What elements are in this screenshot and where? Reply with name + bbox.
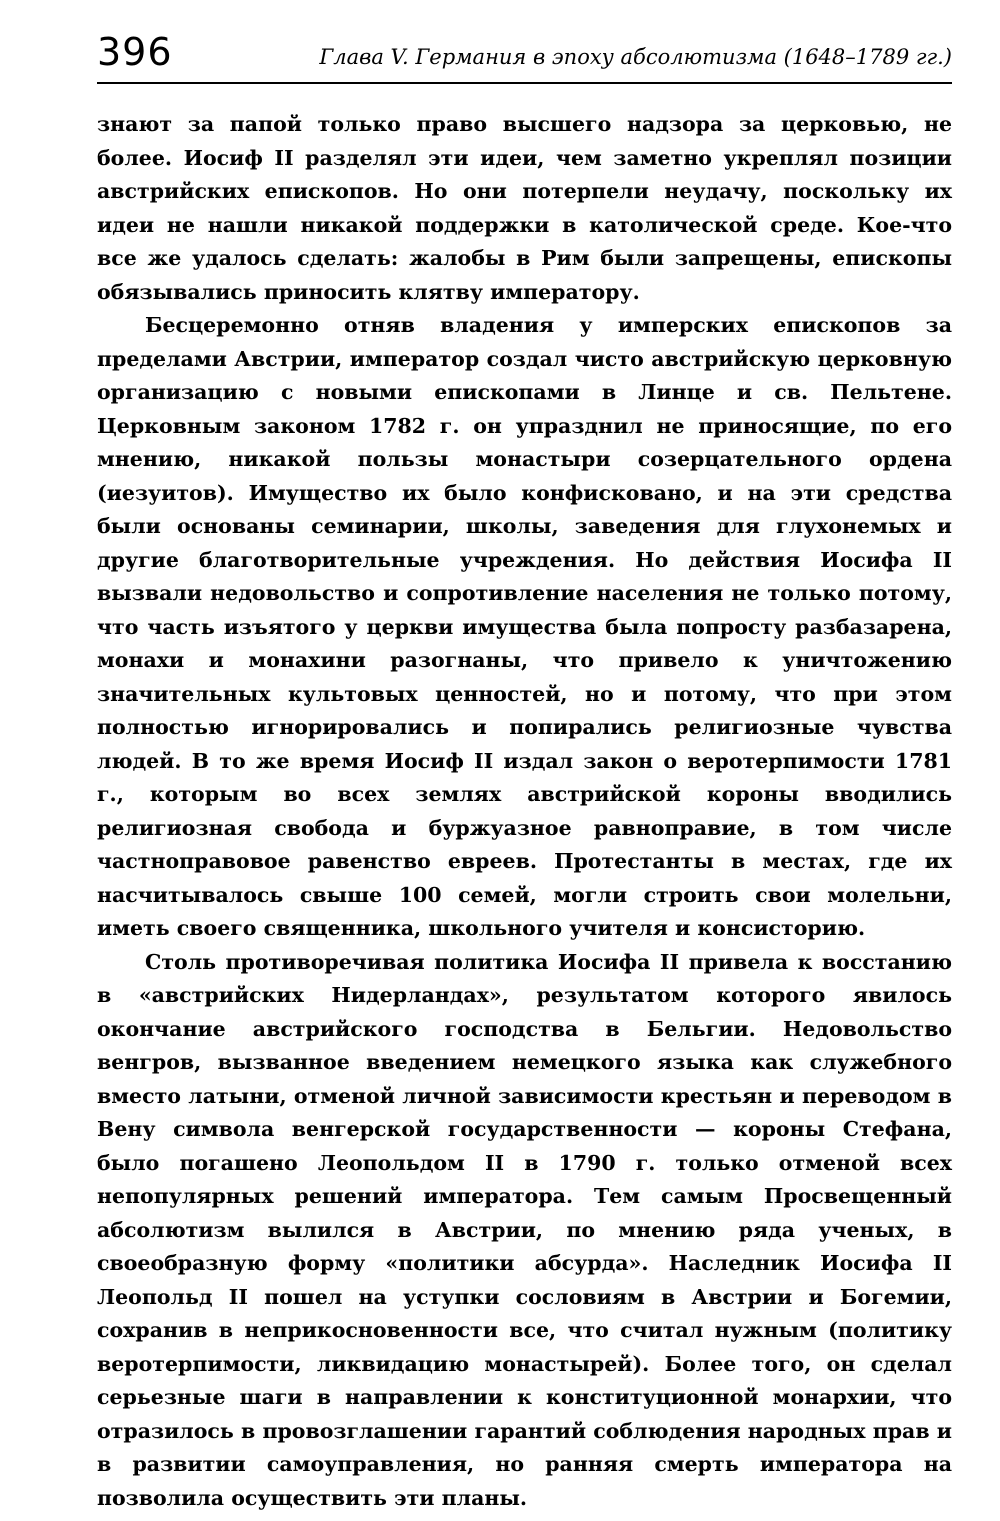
page-number: 396: [97, 30, 173, 74]
paragraph: Столь противоречивая политика Иосифа II привела к восстанию в «австрийских Нидерландах», результатом которого явилось окончание австрийского господства в Бельгии. Недовольство венгров, вызванное введением немецкого языка как служебного вместо латыни, отменой личной зависимости крестьян и переводом в Вену символа венгерской государственности — короны Стефана, было погашено Леопольдом II в 1790 г. только отменой всех непопулярных решений императора. Тем самым Просвещенный абсолютизм вылился в Австрии, по мнению ряда ученых, в своеобразную форму «политики абсурда». Наследник Иосифа II Леопольд II пошел на уступки сословиям в Австрии и Богемии, сохранив в неприкосновенности все, что считал нужным (политику веротерпимости, ликвидацию монастырей). Более того, он сделал серьезные шаги в направлении к конституционной монархии, что отразилось в провозглашении гарантий соблюдения народных прав и в развитии самоуправления, но ранняя смерть императора на позволила осуществить эти планы.: [97, 949, 952, 1510]
page-header: [97, 26, 952, 84]
running-title: Глава V. Германия в эпоху абсолютизма (1648–1789 гг.): [319, 45, 952, 69]
paragraph-continued: знают за папой только право высшего надзора за церковью, не более. Иосиф II разделял эти идеи, чем заметно укреплял позиции австрийских епископов. Но они потерпели неудачу, поскольку их идеи не нашли никакой поддержки в католической среде. Кое-что все же удалось сделать: жалобы в Рим были запрещены, епископы обязывались приносить клятву императору.: [97, 112, 952, 304]
paragraph: Бесцеремонно отняв владения у имперских епископов за пределами Австрии, император создал чисто австрийскую церковную организацию с новыми епископами в Линце и св. Пельтене. Церковным законом 1782 г. он упразднил не приносящие, по его мнению, никакой пользы монастыри созерцательного ордена (иезуитов). Имущество их было конфисковано, и на эти средства были основаны семинарии, школы, заведения для глухонемых и другие благотворительные учреждения. Но действия Иосифа II вызвали недовольство и сопротивление населения не только потому, что часть изъятого у церкви имущества была попросту разбазарена, монахи и монахини разогнаны, что привело к уничтожению значительных культовых ценностей, но и потому, что при этом полностью игнорировались и попирались религиозные чувства людей. В то же время Иосиф II издал закон о веротерпимости 1781 г., которым во всех землях австрийской короны вводились религиозная свобода и буржуазное равноправие, в том числе частноправовое равенство евреев. Протестанты в местах, где их насчитывалось свыше 100 семей, могли строить свои молельни, иметь своего священника, школьного учителя и консисторию.: [97, 313, 952, 940]
body-text: [97, 108, 952, 1515]
